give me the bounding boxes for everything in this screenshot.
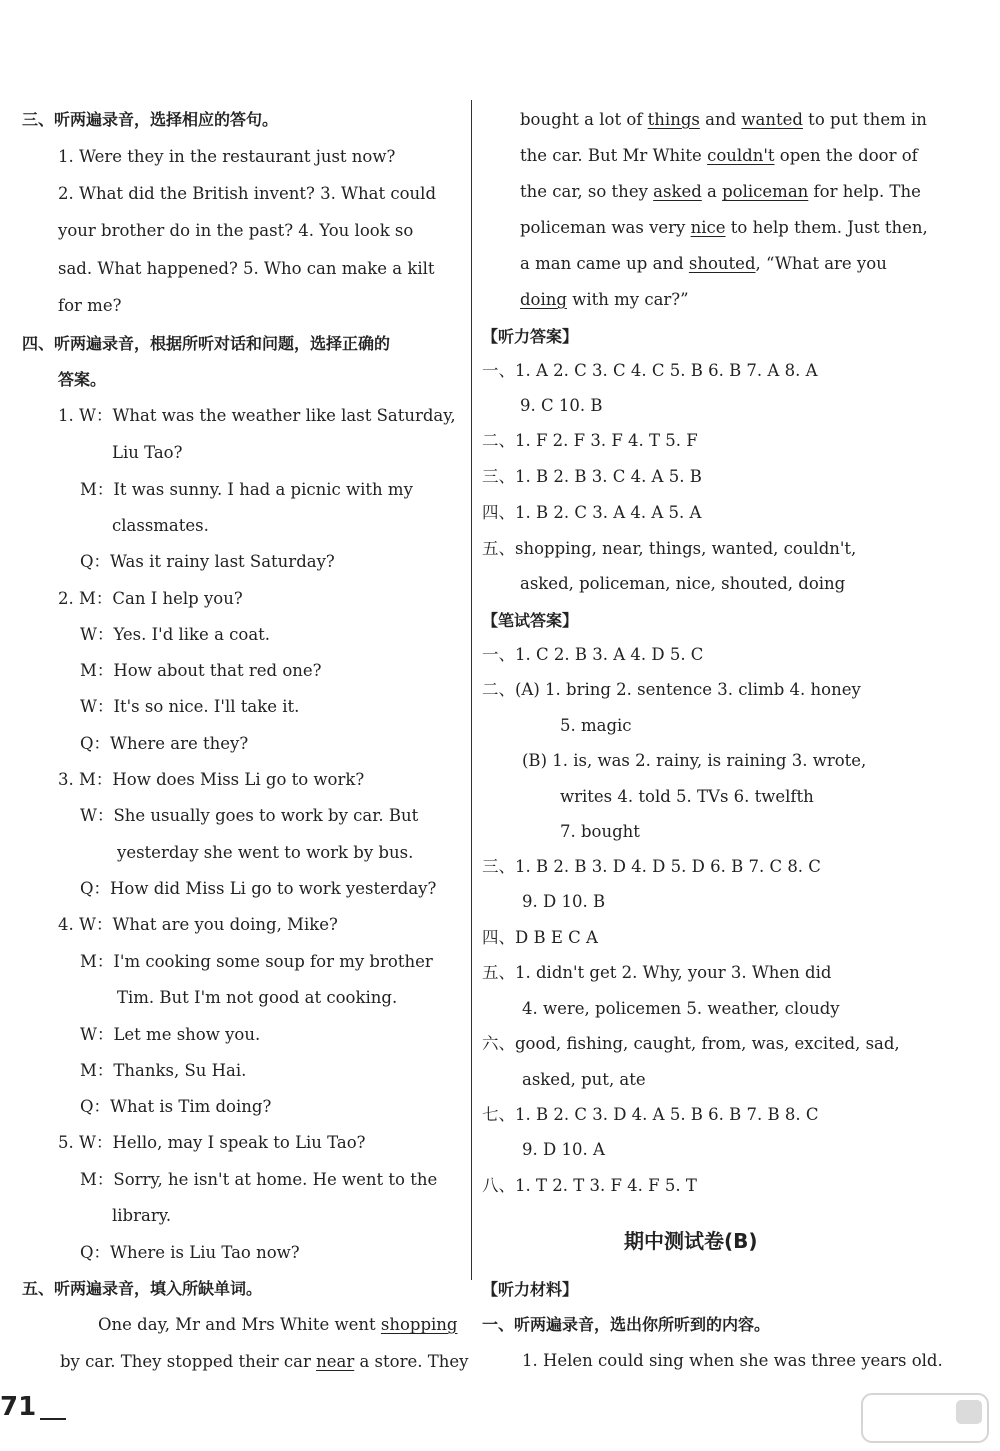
passage-text: open the door of: [774, 146, 918, 165]
passage-text: One day, Mr and Mrs White went: [98, 1315, 381, 1334]
dialog-3-line-1: 3. M：How does Miss Li go to work?: [58, 770, 365, 789]
dialog-4-line-5: M：Thanks, Su Hai.: [80, 1061, 247, 1080]
dialog-3-line-2: W：She usually goes to work by car. But: [80, 806, 419, 825]
dialog-5-line-1: 5. W：Hello, may I speak to Liu Tao?: [58, 1133, 366, 1152]
passage-text: a man came up and: [520, 254, 689, 273]
passage-line-5: [520, 181, 921, 203]
answer-word: shopping: [380, 1315, 458, 1334]
dialog-1-question: Q：Was it rainy last Saturday?: [80, 552, 335, 571]
s3-line-4: sad. What happened? 5. Who can make a kilt: [58, 259, 435, 278]
s3-line-1: 1. Were they in the restaurant just now?: [58, 147, 396, 166]
dialog-4-line-2: M：I'm cooking some soup for my brother: [80, 952, 433, 971]
page-number: 71: [0, 1392, 37, 1422]
listening-answer-5: 五、shopping, near, things, wanted, couldn't,: [482, 539, 857, 558]
s3-line-2: 2. What did the British invent? 3. What could: [58, 184, 437, 203]
written-answers-heading: 【笔试答案】: [482, 611, 579, 630]
answer-word: policeman: [722, 182, 809, 201]
dialog-1-line-3: M：It was sunny. I had a picnic with my: [80, 480, 413, 499]
passage-line-4: [520, 145, 918, 167]
passage-text: for help. The: [808, 182, 921, 201]
dialog-2-question: Q：Where are they?: [80, 734, 249, 753]
passage-text: the car. But Mr White: [520, 146, 708, 165]
test-title: 期中测试卷(B): [624, 1229, 758, 1253]
answer-word: doing: [520, 290, 567, 309]
passage-text: the car, so they: [520, 182, 654, 201]
answer-word: wanted: [741, 110, 803, 129]
passage-text: bought a lot of: [520, 110, 648, 129]
answer-word: couldn't: [707, 146, 775, 165]
watermark-logo: [860, 1390, 990, 1446]
dialog-1-line-4: classmates.: [112, 516, 209, 535]
section-3-heading: 三、听两遍录音，选择相应的答句。: [22, 110, 279, 129]
passage-text: by car. They stopped their car: [60, 1352, 317, 1371]
dialog-4-line-4: W：Let me show you.: [80, 1025, 261, 1044]
passage-text: and: [699, 110, 742, 129]
listening-material-heading: 【听力材料】: [482, 1280, 579, 1299]
listening-answer-5b: asked, policeman, nice, shouted, doing: [520, 574, 846, 593]
dialog-2-line-1: 2. M：Can I help you?: [58, 589, 243, 608]
written-answer-2c: (B) 1. is, was 2. rainy, is raining 3. wrote,: [522, 751, 867, 770]
passage-line-3: [520, 109, 927, 131]
passage-text: , “What are you: [755, 254, 887, 273]
answer-word: shouted: [688, 254, 756, 273]
passage-text: a: [701, 182, 723, 201]
passage-text: to help them. Just then,: [725, 218, 928, 237]
passage-text: to put them in: [802, 110, 927, 129]
dialog-5-line-2: M：Sorry, he isn't at home. He went to the: [80, 1170, 438, 1189]
written-answer-7: 七、1. B 2. C 3. D 4. A 5. B 6. B 7. B 8. C: [482, 1105, 819, 1124]
written-answer-6b: asked, put, ate: [522, 1070, 646, 1089]
dialog-4-line-3: Tim. But I'm not good at cooking.: [117, 988, 398, 1007]
dialog-3-line-3: yesterday she went to work by bus.: [117, 843, 414, 862]
written-answer-3b: 9. D 10. B: [522, 892, 606, 911]
passage-line-7: [520, 253, 887, 275]
page-number-rule: [40, 1418, 66, 1420]
passage-line-8: [520, 289, 689, 311]
passage-line-6: [520, 217, 928, 239]
listening-answers-heading: 【听力答案】: [482, 327, 579, 346]
section-5-heading: 五、听两遍录音，填入所缺单词。: [22, 1279, 263, 1298]
written-answer-8: 八、1. T 2. T 3. F 4. F 5. T: [482, 1176, 697, 1195]
answer-word: asked: [653, 182, 702, 201]
dialog-1-line-2: Liu Tao?: [112, 443, 183, 462]
listening-answer-4: 四、1. B 2. C 3. A 4. A 5. A: [482, 503, 702, 522]
passage-text: policeman was very: [520, 218, 691, 237]
written-answer-5b: 4. were, policemen 5. weather, cloudy: [522, 999, 840, 1018]
listening-answer-1b: 9. C 10. B: [520, 396, 603, 415]
material-line-1: 1. Helen could sing when she was three years old.: [522, 1351, 943, 1370]
dialog-4-question: Q：What is Tim doing?: [80, 1097, 272, 1116]
passage-line-2: [60, 1351, 468, 1373]
written-answer-5: 五、1. didn't get 2. Why, your 3. When did: [482, 963, 832, 982]
written-answer-4: 四、D B E C A: [482, 928, 598, 947]
section-4-heading: 四、听两遍录音，根据所听对话和问题，选择正确的: [22, 334, 391, 353]
passage-text: a store. They: [354, 1352, 469, 1371]
dialog-2-line-2: W：Yes. I'd like a coat.: [80, 625, 271, 644]
written-answer-3: 三、1. B 2. B 3. D 4. D 5. D 6. B 7. C 8. C: [482, 857, 821, 876]
column-divider: [471, 100, 472, 1280]
dialog-5-question: Q：Where is Liu Tao now?: [80, 1243, 300, 1262]
written-answer-2e: 7. bought: [560, 822, 640, 841]
dialog-1-line-1: 1. W：What was the weather like last Saturday,: [58, 406, 456, 425]
passage-line-1: [98, 1314, 458, 1336]
dialog-2-line-3: M：How about that red one?: [80, 661, 322, 680]
written-answer-2d: writes 4. told 5. TVs 6. twelfth: [560, 787, 814, 806]
dialog-3-question: Q：How did Miss Li go to work yesterday?: [80, 879, 437, 898]
answer-word: nice: [690, 218, 726, 237]
material-instruction: 一、听两遍录音，选出你所听到的内容。: [482, 1315, 771, 1334]
s3-line-5: for me?: [58, 296, 122, 315]
answer-word: near: [316, 1352, 355, 1371]
written-answer-2: 二、(A) 1. bring 2. sentence 3. climb 4. honey: [482, 680, 861, 699]
s3-line-3: your brother do in the past? 4. You look so: [58, 221, 414, 240]
written-answer-2b: 5. magic: [560, 716, 632, 735]
listening-answer-3: 三、1. B 2. B 3. C 4. A 5. B: [482, 467, 702, 486]
passage-text: with my car?”: [566, 290, 689, 309]
written-answer-6: 六、good, fishing, caught, from, was, excited, sad,: [482, 1034, 900, 1053]
written-answer-7b: 9. D 10. A: [522, 1140, 605, 1159]
dialog-4-line-1: 4. W：What are you doing, Mike?: [58, 915, 338, 934]
dialog-2-line-4: W：It's so nice. I'll take it.: [80, 697, 300, 716]
written-answer-1: 一、1. C 2. B 3. A 4. D 5. C: [482, 645, 704, 664]
answer-word: things: [647, 110, 700, 129]
section-4-heading-cont: 答案。: [58, 370, 107, 389]
listening-answer-1: 一、1. A 2. C 3. C 4. C 5. B 6. B 7. A 8. A: [482, 361, 818, 380]
dialog-5-line-3: library.: [112, 1206, 172, 1225]
listening-answer-2: 二、1. F 2. F 3. F 4. T 5. F: [482, 431, 698, 450]
